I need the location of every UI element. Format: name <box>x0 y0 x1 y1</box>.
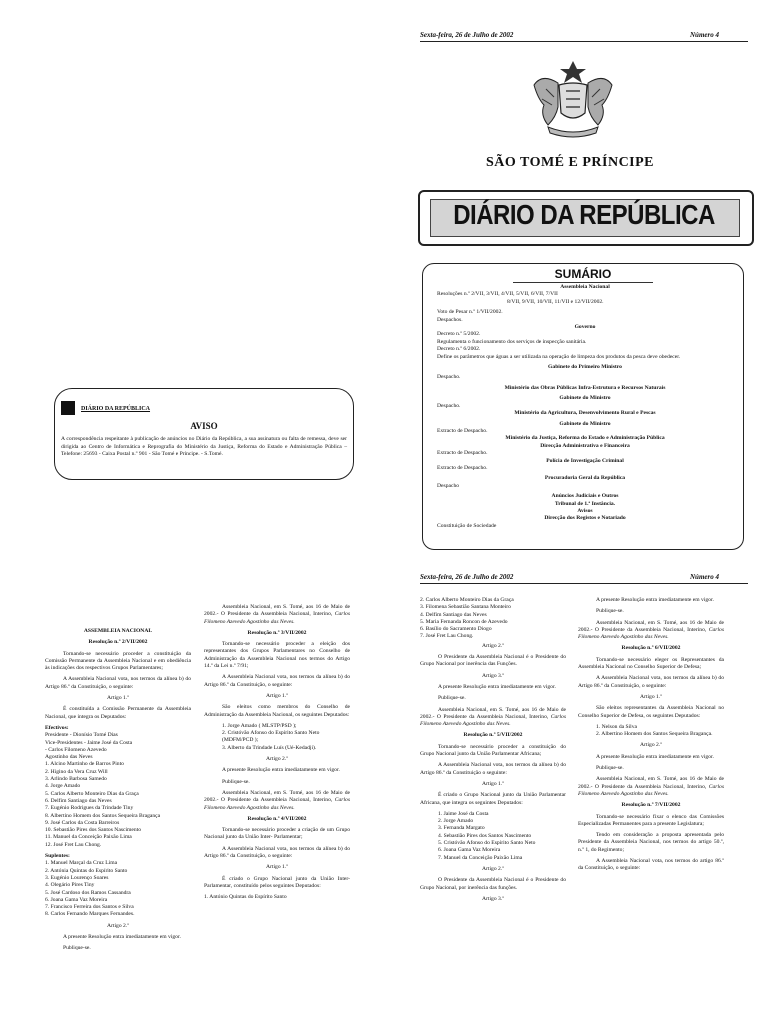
resolution-2-title: Resolução n.º 2/VII/2002 <box>88 639 148 646</box>
publique-se: Publique-se. <box>596 608 624 615</box>
list-item: 6. Joana Gama Vaz Moreira <box>45 896 108 903</box>
list-item: 8. Albertino Homem dos Santos Sequeira Bragança <box>45 812 161 819</box>
column-3 <box>420 597 566 907</box>
sumario-section-heading: Direcção Administrativa e Financeira <box>540 442 630 449</box>
sumario-section-heading: Polícia de Investigação Criminal <box>546 457 624 464</box>
publique-se: Publique-se. <box>596 765 624 772</box>
article-heading: Artigo 1.º <box>482 780 504 787</box>
list-item: 2. Higino da Vera Cruz Will <box>45 768 108 775</box>
article-heading: Artigo 2.º <box>107 922 129 929</box>
resolution-3-title: Resolução n.º 3/VII/2002 <box>247 629 307 636</box>
sumario-entry: Decreto n.º 5/2002. <box>437 331 481 338</box>
list-item: - Carlos Filomeno Azevedo <box>45 746 107 753</box>
paragraph: A presente Resolução entra imediatamente em vigor. <box>222 767 340 774</box>
list-item: Presidente - Dionísio Tomé Dias <box>45 732 118 739</box>
sumario-entry: Define os parâmetros que águas a ser utilizada na operação de limpeza dos produtos da pesca deve obedecer. <box>437 353 681 360</box>
paragraph: A Assembleia Nacional vota, nos termos da alínea b) do Artigo 86.º da Constituição, o seguinte: <box>45 676 191 690</box>
sumario-section-heading: Assembleia Nacional <box>560 284 610 290</box>
article-heading: Artigo 1.º <box>107 695 129 702</box>
aviso-black-square <box>61 401 75 415</box>
paragraph: São eleitos como membros do Conselho de Administração da Assembleia Nacional, os seguintes Deputados: <box>204 704 350 718</box>
paragraph <box>578 776 724 798</box>
paragraph <box>578 620 724 642</box>
signature-name: Carlos Filomeno Azevedo Agostinho das Neves. <box>578 626 724 641</box>
paragraph: Tornando-se necessário proceder a eleição dos representantes dos Grupos Parlamentares no Conselho de Administração da Assembleia Nacional nos termos do Artigo 14.º da Lei n.º 7/91; <box>204 641 350 670</box>
column-2 <box>204 604 350 902</box>
paragraph: A presente Resolução entra imediatamente em vigor. <box>63 933 181 940</box>
sumario-entry: Regulamenta o funcionamento dos serviços de inspecção sanitária. <box>437 338 587 345</box>
publique-se: Publique-se. <box>438 695 466 702</box>
defense-council-list <box>578 724 724 739</box>
list-item: 3. Alberto da Trindade Luís (Ué-Kedadji). <box>222 744 317 751</box>
paragraph: Tornando-se necessário fixar o elenco das Comissões Especializadas Permanentes para a presente Legislatura; <box>578 813 724 827</box>
list-item: 7. Francisco Ferreira dos Santos e Silva <box>45 904 134 911</box>
sumario-entry: Extracto de Despacho. <box>437 427 488 434</box>
list-item: 3. Arlindo Barbosa Samedo <box>45 776 107 783</box>
newspaper-title: DIÁRIO DA REPÚBLICA <box>453 199 715 231</box>
paragraph: A Assembleia Nacional vota, nos termos da alínea b) do Artigo 86.º da Constituição, o seguinte: <box>578 675 724 689</box>
paragraph: A Assembleia Nacional vota, nos termos do artigo 86.º da Constituição, o seguinte: <box>578 858 724 872</box>
column-4 <box>578 597 724 877</box>
upa-members-list <box>420 811 566 862</box>
aviso-label: DIÁRIO DA REPÚBLICA <box>81 406 151 412</box>
aviso-heading: AVISO <box>190 421 218 431</box>
article-heading: Artigo 2.º <box>640 742 662 749</box>
publique-se: Publique-se. <box>63 945 91 952</box>
paragraph: Tornando-se necessário proceder a constituição do Grupo Nacional junto da União Parlamentar Africana; <box>420 743 566 758</box>
column-1 <box>45 628 191 957</box>
sumario-section-heading: Ministério da Agricultura, Desenvolvimento Rural e Pescas <box>514 410 656 417</box>
list-item: 4. Olegário Pires Tiny <box>45 882 95 889</box>
list-item: 1. Jaime José da Costa <box>438 810 489 817</box>
paragraph: É constituída a Comissão Permanente da Assembleia Nacional, que integra os Deputados: <box>45 706 191 720</box>
sumario-section-heading: Governo <box>574 324 596 331</box>
paragraph: É criado o Grupo Nacional junto da União Parlamentar Africana, que integra os seguintes Deputados: <box>420 792 566 806</box>
sumario-section-heading: Procuradoria Geral da República <box>544 475 626 482</box>
list-item: 4. Sebastião Pires dos Santos Nascimento <box>438 832 532 839</box>
list-item: 7. Eugénio Rodrigues da Trindade Tiny <box>45 805 134 812</box>
paragraph: Tendo em consideração a proposta apresentada pelo Presidente da Assembleia Nacional, nos termos do artigo 50.º, n.º 1, do Regimento; <box>578 832 724 853</box>
paragraph: Tornando-se necessário proceder a constituição da Comissão Permanente da Assembleia Nacional e em obediência às indicações dos respectivos Grupos Parlamentares; <box>45 650 191 672</box>
sumario-section-heading: Ministério da Justiça, Reforma do Estado e Administração Pública <box>505 435 665 442</box>
paragraph: O Presidente da Assembleia Nacional é o Presidente do Grupo Nacional, por inerência das funções. <box>420 877 566 891</box>
list-item: 1. António Quintas do Espírito Santo <box>204 894 287 901</box>
signature-text: Assembleia Nacional, em S. Tomé, aos 16 de Maio de 2002.- O Presidente da Assembleia Nacional, Interino, <box>578 776 724 790</box>
list-item: 2. Carlos Alberto Monteiro Dias da Graça <box>420 597 514 603</box>
sumario-entry: Despachos. <box>437 316 463 323</box>
list-item: 3. Filomena Sebastião Santana Monteiro <box>420 604 511 611</box>
list-item: 1. Jorge Amado ( MLSTP/PSD ); <box>222 722 297 729</box>
list-item: 11. Manuel da Conceição Paixão Lima <box>45 834 132 841</box>
signature-text: Assembleia Nacional, em S. Tomé, aos 16 de Maio de 2002.- O Presidente da Assembleia Nacional, Interino, <box>204 789 350 804</box>
assembleia-heading: ASSEMBLEIA NACIONAL <box>83 628 153 634</box>
upi-members-list-cont <box>420 597 566 641</box>
signature-name: Carlos Filomeno Azevedo Agostinho das Neves. <box>420 713 566 728</box>
list-item: 7. Manuel da Conceição Paixão Lima <box>438 854 523 861</box>
paragraph <box>204 790 350 812</box>
sumario-section-heading: Direcção dos Registos e Notariado <box>544 515 626 522</box>
sumario-entry: Extracto de Despacho. <box>437 464 488 471</box>
list-item: 8. Carlos Fernando Marques Fernandes. <box>45 911 135 918</box>
resolution-6-title: Resolução n.º 6/VII/2002 <box>621 645 681 652</box>
list-item: 2. Cristóvão Afonso do Espírito Santo Neto (MDFM/PCD ); <box>222 730 320 744</box>
article-heading: Artigo 1.º <box>640 693 662 700</box>
paragraph: Tornando-se necessário eleger os Representantes da Assembleia Nacional no Conselho Superior de Defesa; <box>578 656 724 671</box>
article-heading: Artigo 1.º <box>266 692 288 699</box>
sumario-heading-rule <box>513 282 653 283</box>
resolution-5-title: Resolução n.º 5/VII/2002 <box>463 732 523 739</box>
list-item: 5. Cristóvão Afonso do Espírito Santo Neto <box>438 840 536 847</box>
sumario-section-heading: Gabinete do Ministro <box>559 395 611 402</box>
paragraph: São eleitos representantes da Assembleia Nacional no Conselho Superior de Defesa, os seguintes Deputados: <box>578 705 724 719</box>
list-item: 1. Nelson da Silva <box>596 723 638 730</box>
page1-date-header: Sexta-feira, 26 de Julho de 2002 <box>420 31 514 39</box>
resolution-7-title: Resolução n.º 7/VII/2002 <box>621 802 681 809</box>
sumario-entry: Despacho <box>437 482 460 489</box>
page1-number-header: Número 4 <box>690 31 719 39</box>
paragraph: É criado o Grupo Nacional junto da União Inter-Parlamentar, constituído pelos seguintes Deputados: <box>204 875 350 889</box>
page2-date-header: Sexta-feira, 26 de Julho de 2002 <box>420 573 514 581</box>
aviso-box <box>54 388 354 480</box>
list-item: 4. Delfim Santiago das Neves <box>420 611 487 618</box>
list-item: 3. Fernanda Margato <box>438 825 485 832</box>
sumario-entry: Decreto n.º 6/2002. <box>437 346 481 353</box>
article-heading: Artigo 1.º <box>266 864 288 871</box>
sumario-section-heading: Gabinete do Ministro <box>559 420 611 427</box>
upi-members-list <box>204 894 350 901</box>
coat-of-arms-emblem <box>528 55 618 141</box>
signature-text: Assembleia Nacional, em S. Tomé, aos 16 de Maio de 2002.- O Presidente da Assembleia Nacional, Interino, <box>578 619 724 633</box>
paragraph: A Assembleia Nacional vota, nos termos da alínea b) do Artigo 86.º da Constituição, o seguinte: <box>204 674 350 688</box>
resolution-4-title: Resolução n.º 4/VII/2002 <box>247 815 307 822</box>
list-item: 2. Antónia Quintas do Espírito Santo <box>45 867 128 874</box>
list-item: 12. José Fret Lau Chong. <box>45 841 102 848</box>
page2-header-rule <box>420 583 748 584</box>
article-heading: Artigo 2.º <box>482 865 504 872</box>
sumario-entry: Extracto de Despacho. <box>437 450 488 457</box>
list-item: Vice-Presidentes - Jaime José da Costa <box>45 739 133 746</box>
page2-number-header: Número 4 <box>690 573 719 581</box>
sumario-entry: Voto de Pesar n.º 1/VII/2002. <box>437 309 503 316</box>
list-item: 9. José Carlos da Costa Barreiros <box>45 819 120 826</box>
signature-name: Carlos Filomeno Azevedo Agostinho das Neves. <box>578 783 724 797</box>
signature-text: Assembleia Nacional, em S. Tomé, aos 16 de Maio de 2002.- O Presidente da Assembleia Nacional, Interino, <box>420 706 566 720</box>
sumario-entry: 8/VII, 9/VII, 10/VII, 11/VII e 12/VII/2002. <box>507 298 604 305</box>
sumario-list <box>437 284 733 530</box>
list-item: 7. José Fret Lau Chong. <box>420 633 474 640</box>
article-heading: Artigo 2.º <box>482 642 504 649</box>
paragraph: Tornando-se necessário proceder a criação de um Grupo Nacional junto da União Inter- Parlamentar; <box>204 827 350 841</box>
efectivos-list <box>45 732 191 849</box>
list-item: 3. Eugénio Lourenço Soares <box>45 874 109 881</box>
article-heading: Artigo 2.º <box>266 756 288 763</box>
paragraph <box>204 604 350 626</box>
page1-header-rule <box>420 41 748 42</box>
list-item: Agostinho das Neves <box>45 754 93 761</box>
signature-name: Carlos Filomeno Azevedo Agostinho das Neves. <box>204 797 350 811</box>
country-name: SÃO TOMÉ E PRÍNCIPE <box>485 155 655 170</box>
list-item: 10. Sebastião Pires dos Santos Nascimento <box>45 827 142 834</box>
paragraph: A presente Resolução entra imediatamente em vigor. <box>596 597 714 603</box>
list-item: 5. Maria Fernanda Roncon de Azevedo <box>420 618 508 625</box>
list-item: 5. Carlos Alberto Monteiro Dias da Graça <box>45 790 139 797</box>
paragraph <box>420 707 566 729</box>
list-item: 2. Jorge Amado <box>438 818 474 825</box>
article-heading: Artigo 3.º <box>482 895 504 902</box>
sumario-entry: Constituição de Sociedade <box>437 522 497 529</box>
paragraph: O Presidente da Assembleia Nacional é o Presidente do Grupo Nacional por inerência das Funções. <box>420 654 566 668</box>
list-item: 5. José Cardoso dos Ramos Cassandra <box>45 889 131 896</box>
sumario-entry: Despacho. <box>437 402 461 409</box>
list-item: 1. Alcino Martinho de Barros Pinto <box>45 761 124 768</box>
article-heading: Artigo 3.º <box>482 672 504 679</box>
council-members-list <box>204 723 350 752</box>
sumario-heading: SUMÁRIO <box>554 267 612 281</box>
sumario-section-heading: Avisos <box>577 507 593 514</box>
publique-se: Publique-se. <box>222 778 250 785</box>
signature-name: Carlos Filomeno Azevedo Agostinho das Neves. <box>204 611 350 625</box>
title-banner <box>418 190 754 246</box>
paragraph: A presente Resolução entra imediatamente em vigor. <box>438 683 556 690</box>
signature-text: Assembleia Nacional, em S. Tomé, aos 16 de Maio de 2002.- O Presidente da Assembleia Nacional, Interino, <box>204 604 350 618</box>
suplentes-list <box>45 860 191 918</box>
paragraph: A Assembleia Nacional vota, nos termos da alínea b) do Artigo 86.º da Constituição o seguinte: <box>420 762 566 776</box>
list-item: 2. Albertino Homem dos Santos Sequeira Bragança. <box>596 731 713 738</box>
list-item: 6. Basílio do Sacramento Diogo <box>420 626 492 633</box>
sumario-entry: Despacho. <box>437 374 461 381</box>
list-item: 6. Delfim Santiago das Neves <box>45 797 112 804</box>
sumario-entry: Resoluções n.º 2/VII, 3/VII, 4/VII, 5/VII, 6/VII, 7/VII <box>437 291 558 298</box>
sumario-section-heading: Ministério das Obras Públicas Infra-Estrutura e Recursos Naturais <box>504 384 666 391</box>
suplentes-label: Suplentes: <box>45 853 70 860</box>
list-item: 1. Manuel Marçal da Cruz Lima <box>45 860 118 867</box>
efectivos-label: Efectivos: <box>45 724 69 731</box>
paragraph: A Assembleia Nacional vota, nos termos da alínea b) do Artigo 86.º da Constituição, o seguinte: <box>204 845 350 860</box>
list-item: 6. Joana Gama Vaz Moreira <box>438 847 501 854</box>
paragraph: A presente Resolução entra imediatamente em vigor. <box>596 753 714 760</box>
sumario-section-heading: Tribunal de 1.ª Instância. <box>554 500 616 507</box>
aviso-body: A correspondência respeitante à publicação de anúncios no Diário da República, a sua assinatura ou falta de remessa, deve ser dirigida ao Centro de Informática e Reprografia do Ministério da Justiça, Reforma do Estado e Administração Pública – Telefone: 25693 - Caixa Postal n.º 901 - São Tomé e Príncipe. - S.Tomé. <box>61 436 347 458</box>
list-item: 4. Jorge Amado <box>45 783 81 790</box>
sumario-section-heading: Gabinete do Primeiro Ministro <box>548 364 622 371</box>
sumario-section-heading: Anúncios Judiciais e Outros <box>551 493 619 500</box>
sumario-box <box>422 263 744 550</box>
